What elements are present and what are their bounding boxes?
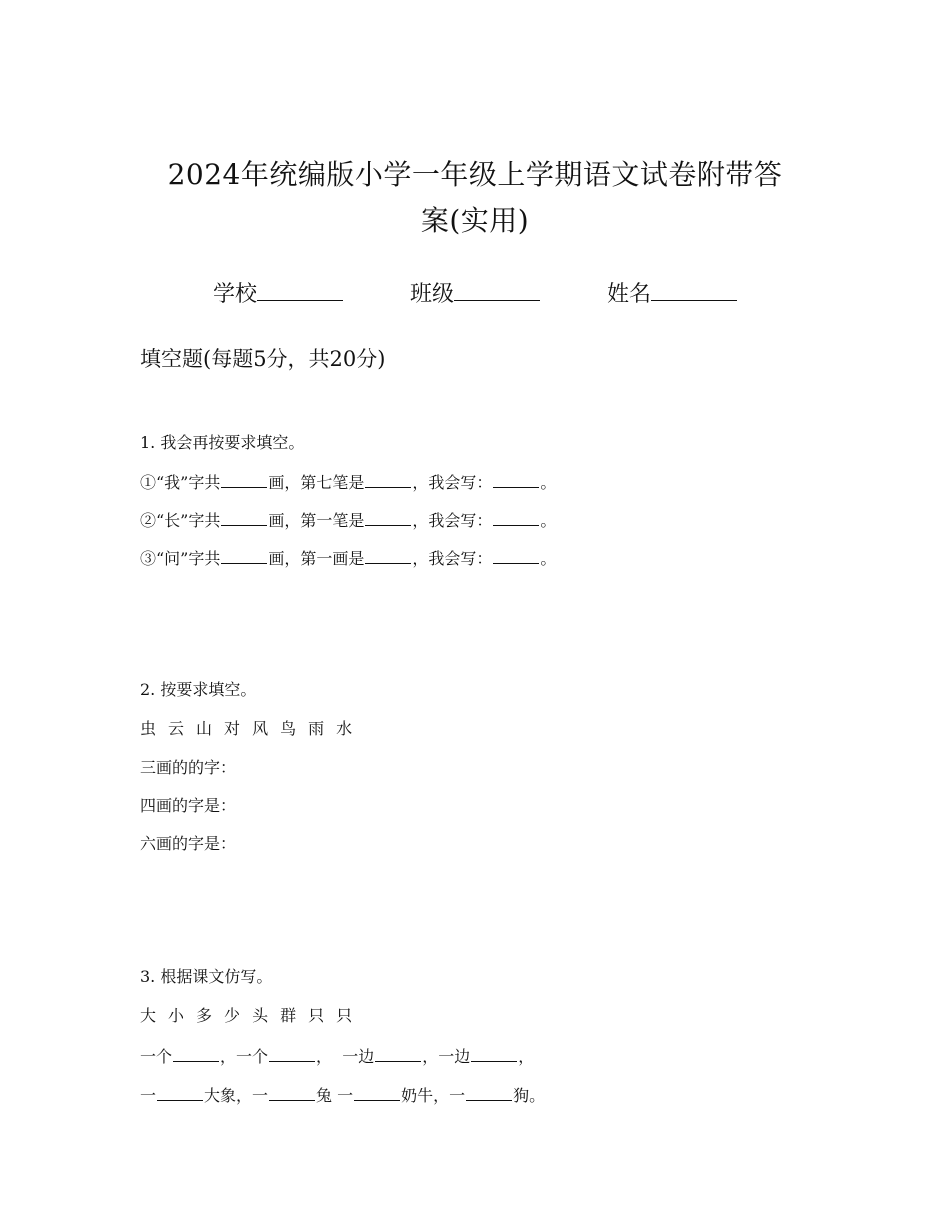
class-blank[interactable] [454, 278, 540, 301]
answer-blank[interactable] [221, 469, 267, 488]
student-info [0, 278, 950, 310]
school-label: 学校 [212, 282, 257, 307]
q2-three-strokes: 三画的的字： [140, 758, 237, 777]
char: 群 [280, 1006, 297, 1025]
char: 头 [252, 1006, 269, 1025]
answer-blank[interactable] [221, 545, 267, 564]
q1-item-2: ②“长”字共 画，第一笔是 ，我会写： 。 [140, 507, 556, 533]
q3-row-2: 一 大象，一 兔 一 奶牛，一 狗。 [140, 1082, 545, 1108]
char: 虫 [140, 719, 157, 738]
answer-blank[interactable] [471, 1043, 517, 1062]
char: 少 [224, 1006, 241, 1025]
answer-blank[interactable] [269, 1043, 315, 1062]
q3-row-1: 一个 ，一个 ， 一边 ，一边 ， [140, 1043, 534, 1069]
title-line-1: 2024年统编版小学一年级上学期语文试卷附带答 [167, 158, 783, 191]
answer-blank[interactable] [375, 1043, 421, 1062]
school-blank[interactable] [257, 278, 343, 301]
answer-blank[interactable] [173, 1043, 219, 1062]
char: 水 [336, 719, 353, 738]
q3-heading: 3. 根据课文仿写。 [140, 967, 273, 986]
answer-blank[interactable] [269, 1082, 315, 1101]
name-field[interactable] [607, 278, 737, 310]
answer-blank[interactable] [466, 1082, 512, 1101]
q2-char-list [140, 717, 364, 741]
q1-heading: 1. 我会再按要求填空。 [140, 433, 305, 452]
section-heading: 填空题(每题5分，共20分) [140, 347, 386, 371]
q2-four-strokes: 四画的字是： [140, 796, 237, 815]
char: 云 [168, 719, 185, 738]
class-label: 班级 [409, 282, 454, 307]
answer-blank[interactable] [157, 1082, 203, 1101]
title-line-2: 案(实用) [420, 204, 530, 237]
document-title [120, 152, 830, 244]
char: 鸟 [280, 719, 297, 738]
char: 对 [224, 719, 241, 738]
char: 雨 [308, 719, 325, 738]
class-field[interactable] [410, 278, 540, 310]
answer-blank[interactable] [365, 507, 411, 526]
answer-blank[interactable] [493, 469, 539, 488]
q1-item-1: ①“我”字共 画，第七笔是 ，我会写： 。 [140, 469, 556, 495]
char: 多 [196, 1006, 213, 1025]
char: 大 [140, 1006, 157, 1025]
char: 小 [168, 1006, 185, 1025]
q2-heading: 2. 按要求填空。 [140, 680, 257, 699]
char: 风 [252, 719, 269, 738]
answer-blank[interactable] [354, 1082, 400, 1101]
answer-blank[interactable] [365, 545, 411, 564]
char: 山 [196, 719, 213, 738]
name-blank[interactable] [651, 278, 737, 301]
name-label: 姓名 [607, 282, 652, 307]
char: 只 [308, 1006, 325, 1025]
q3-char-list [140, 1004, 364, 1028]
answer-blank[interactable] [493, 545, 539, 564]
answer-blank[interactable] [365, 469, 411, 488]
answer-blank[interactable] [493, 507, 539, 526]
school-field[interactable] [213, 278, 343, 310]
char: 只 [336, 1006, 353, 1025]
answer-blank[interactable] [221, 507, 267, 526]
q1-item-3: ③“问”字共 画，第一画是 ，我会写： 。 [140, 545, 556, 571]
q2-six-strokes: 六画的字是： [140, 834, 237, 853]
